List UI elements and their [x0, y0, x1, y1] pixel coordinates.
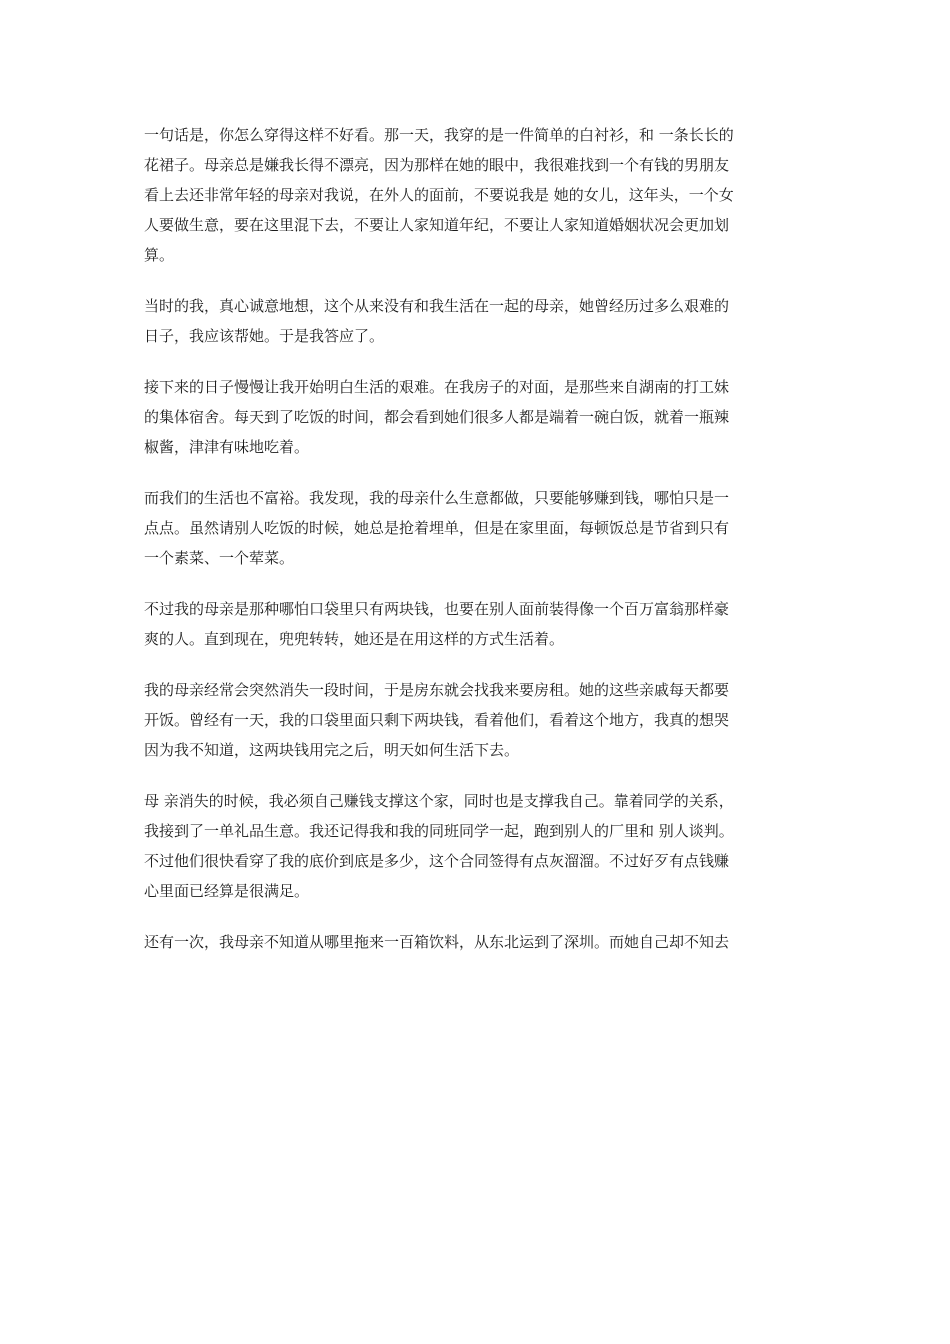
- paragraph: [144, 372, 814, 462]
- text-line: 我的母亲经常会突然消失一段时间，于是房东就会找我来要房租。她的这些亲戚每天都要: [144, 681, 730, 699]
- paragraph: [144, 927, 814, 957]
- text-line: 椒酱，津津有味地吃着。: [144, 438, 310, 456]
- paragraph: [144, 120, 814, 270]
- text-line: 母 亲消失的时候，我必须自己赚钱支撑这个家，同时也是支撑我自己。靠着同学的关系，: [144, 792, 734, 810]
- text-line: 花裙子。母亲总是嫌我长得不漂亮，因为那样在她的眼中，我很难找到一个有钱的男朋友: [144, 156, 730, 174]
- text-line: 接下来的日子慢慢让我开始明白生活的艰难。在我房子的对面，是那些来自湖南的打工妹: [144, 378, 730, 396]
- text-line: 人要做生意，要在这里混下去，不要让人家知道年纪，不要让人家知道婚姻状况会更加划: [144, 216, 730, 234]
- text-line: 算。: [144, 246, 175, 264]
- paragraph: [144, 675, 814, 765]
- text-line: 一个素菜、一个荤菜。: [144, 549, 295, 567]
- text-line: 还有一次，我母亲不知道从哪里拖来一百箱饮料，从东北运到了深圳。而她自己却不知去: [144, 933, 730, 951]
- paragraph: [144, 291, 814, 351]
- paragraph: [144, 786, 814, 906]
- text-line: 一句话是，你怎么穿得这样不好看。那一天，我穿的是一件简单的白衬衫，和 一条长长的: [144, 126, 734, 144]
- document-body: [144, 120, 814, 978]
- paragraph: [144, 483, 814, 573]
- text-line: 心里面已经算是很满足。: [144, 882, 310, 900]
- text-line: 点点。虽然请别人吃饭的时候，她总是抢着埋单，但是在家里面，每顿饭总是节省到只有: [144, 519, 730, 537]
- text-line: 不过我的母亲是那种哪怕口袋里只有两块钱，也要在别人面前装得像一个百万富翁那样豪: [144, 600, 730, 618]
- text-line: 因为我不知道，这两块钱用完之后，明天如何生活下去。: [144, 741, 520, 759]
- text-line: 当时的我，真心诚意地想，这个从来没有和我生活在一起的母亲，她曾经历过多么艰难的: [144, 297, 730, 315]
- text-line: 开饭。曾经有一天，我的口袋里面只剩下两块钱，看着他们，看着这个地方，我真的想哭: [144, 711, 730, 729]
- text-line: 我接到了一单礼品生意。我还记得我和我的同班同学一起，跑到别人的厂里和 别人谈判。: [144, 822, 734, 840]
- text-line: 爽的人。直到现在，兜兜转转，她还是在用这样的方式生活着。: [144, 630, 565, 648]
- text-line: 不过他们很快看穿了我的底价到底是多少，这个合同签得有点灰溜溜。不过好歹有点钱赚: [144, 852, 730, 870]
- text-line: 的集体宿舍。每天到了吃饭的时间，都会看到她们很多人都是端着一碗白饭，就着一瓶辣: [144, 408, 730, 426]
- text-line: 而我们的生活也不富裕。我发现，我的母亲什么生意都做，只要能够赚到钱，哪怕只是一: [144, 489, 730, 507]
- text-line: 日子，我应该帮她。于是我答应了。: [144, 327, 385, 345]
- paragraph: [144, 594, 814, 654]
- text-line: 看上去还非常年轻的母亲对我说，在外人的面前，不要说我是 她的女儿，这年头，一个女: [144, 186, 734, 204]
